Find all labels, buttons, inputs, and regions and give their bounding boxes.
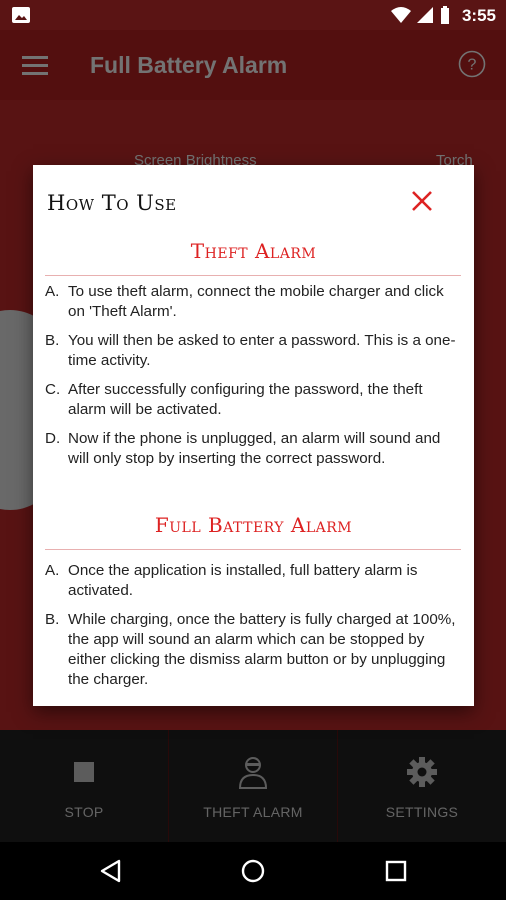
section-heading-theft-alarm: Theft Alarm bbox=[190, 239, 317, 263]
close-icon[interactable] bbox=[410, 189, 434, 213]
list-item: D. Now if the phone is unplugged, an alarm will sound and will only stop by inserting the correct password. bbox=[45, 430, 441, 467]
cell-signal-icon bbox=[416, 6, 434, 24]
battery-icon bbox=[440, 6, 450, 24]
theft-alarm-steps bbox=[45, 282, 463, 478]
dialog-title: How To Use bbox=[47, 191, 177, 215]
list-item: C. After successfully configuring the password, the theft alarm will be activated. bbox=[45, 381, 423, 418]
back-icon[interactable] bbox=[98, 858, 124, 884]
image-notification-icon bbox=[12, 7, 30, 23]
system-nav-bar bbox=[0, 842, 506, 900]
recents-icon[interactable] bbox=[383, 858, 409, 884]
list-item: A. Once the application is installed, full battery alarm is activated. bbox=[45, 562, 418, 599]
list-item: B. While charging, once the battery is fully charged at 100%, the app will sound an alarm which can be stopped by either clicking the dismiss alarm button or by unplugging the charger. bbox=[45, 611, 456, 688]
status-bar bbox=[0, 0, 506, 30]
list-item: B. You will then be asked to enter a password. This is a one-time activity. bbox=[45, 332, 456, 369]
wifi-icon bbox=[390, 6, 412, 24]
list-item: A. To use theft alarm, connect the mobile charger and click on 'Theft Alarm'. bbox=[45, 283, 444, 320]
divider bbox=[45, 549, 461, 550]
section-heading-full-battery-alarm: Full Battery Alarm bbox=[154, 513, 353, 537]
how-to-use-dialog bbox=[33, 165, 474, 706]
full-battery-alarm-steps bbox=[45, 561, 463, 699]
clock: 3:55 bbox=[461, 6, 496, 25]
home-icon[interactable] bbox=[240, 858, 266, 884]
divider bbox=[45, 275, 461, 276]
